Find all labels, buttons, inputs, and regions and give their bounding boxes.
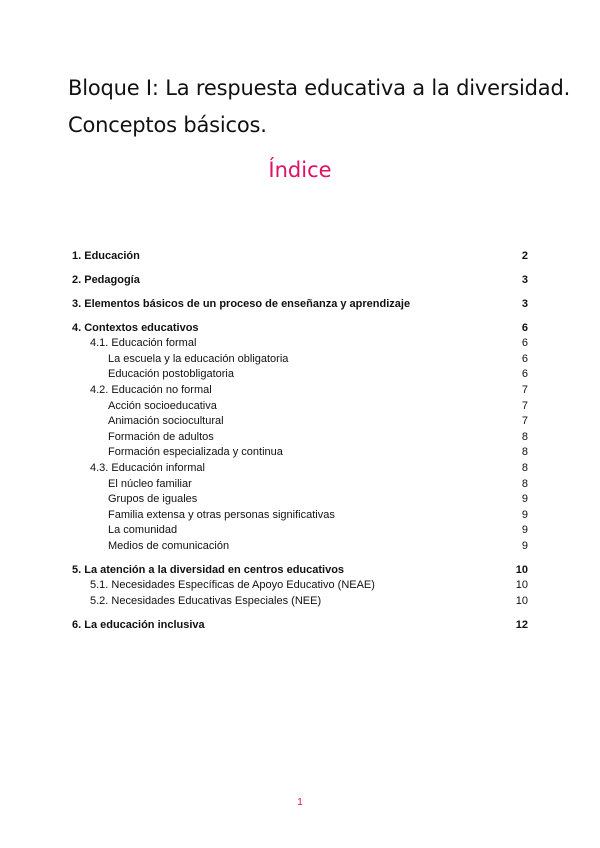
toc-entry-page: 6: [521, 368, 528, 381]
toc-entry-title: La comunidad: [108, 524, 178, 537]
toc-entry[interactable]: [72, 367, 528, 383]
toc-entry-title: 4.3. Educación informal: [90, 462, 205, 475]
toc-entry-page: 10: [515, 579, 528, 592]
toc-entry-page: 9: [521, 493, 528, 506]
toc-entry-page: 9: [521, 524, 528, 537]
toc-entry-title: 5.1. Necesidades Específicas de Apoyo Educativo (NEAE): [90, 579, 375, 592]
page-number: 1: [297, 797, 303, 808]
toc-entry[interactable]: [72, 461, 528, 477]
toc-entry-title: Medios de comunicación: [108, 539, 230, 552]
toc-entry-title: Educación postobligatoria: [108, 368, 234, 381]
document-title-line-2: Conceptos básicos.: [68, 113, 267, 137]
toc-entry-page: 7: [521, 415, 528, 428]
document-title-line-1: Bloque I: La respuesta educativa a la diversidad.: [68, 76, 571, 100]
toc-entry-page: 6: [521, 321, 528, 334]
toc-entry-title: 4. Contextos educativos: [72, 321, 199, 334]
toc-entry-title: La escuela y la educación obligatoria: [108, 352, 289, 365]
toc-entry-page: 10: [515, 595, 528, 608]
toc-entry-title: 2. Pedagogía: [72, 273, 140, 286]
toc-entry[interactable]: [72, 430, 528, 446]
toc-entry-title: 5.2. Necesidades Educativas Especiales (NEE): [90, 595, 322, 608]
toc-entry[interactable]: [72, 383, 528, 399]
toc-entry-page: 6: [521, 352, 528, 365]
toc-entry[interactable]: [72, 336, 528, 352]
toc-entry-title: Formación de adultos: [108, 430, 214, 443]
toc-entry-page: 3: [521, 273, 528, 286]
toc-entry[interactable]: [72, 414, 528, 430]
toc-entry-page: 8: [521, 446, 528, 459]
toc-entry-page: 2: [521, 250, 528, 262]
toc-entry-title: Animación sociocultural: [108, 415, 224, 428]
toc-entry[interactable]: [72, 399, 528, 415]
table-of-contents: [72, 249, 528, 634]
toc-entry-page: 10: [515, 563, 528, 576]
toc-entry-title: Formación especializada y continua: [108, 446, 283, 459]
toc-entry-page: 7: [521, 399, 528, 412]
toc-entry[interactable]: [72, 539, 528, 555]
toc-entry-title: 1. Educación: [72, 250, 140, 262]
toc-entry-page: 3: [521, 297, 528, 310]
toc-entry[interactable]: [72, 563, 528, 579]
toc-entry[interactable]: [72, 508, 528, 524]
toc-entry-page: 8: [521, 477, 528, 490]
toc-entry[interactable]: [72, 578, 528, 594]
toc-entry[interactable]: [72, 594, 528, 610]
toc-entry[interactable]: [72, 249, 528, 265]
toc-entry-page: 8: [521, 462, 528, 475]
toc-entry-title: 5. La atención a la diversidad en centros educativos: [72, 563, 345, 576]
toc-entry-title: El núcleo familiar: [108, 477, 192, 490]
toc-entry[interactable]: [72, 273, 528, 289]
toc-entry-page: 7: [521, 384, 528, 397]
toc-entry-title: 4.1. Educación formal: [90, 337, 197, 350]
toc-entry[interactable]: [72, 477, 528, 493]
toc-entry[interactable]: [72, 618, 528, 634]
toc-entry-title: Grupos de iguales: [108, 493, 198, 506]
document-title: [68, 70, 571, 144]
toc-entry-page: 8: [521, 430, 528, 443]
toc-entry[interactable]: [72, 352, 528, 368]
toc-entry-page: 9: [521, 539, 528, 552]
toc-entry-title: 4.2. Educación no formal: [90, 384, 212, 397]
index-heading: Índice: [268, 158, 332, 182]
toc-entry[interactable]: [72, 492, 528, 508]
toc-entry[interactable]: [72, 321, 528, 337]
toc-entry-title: Acción socioeducativa: [108, 399, 217, 412]
toc-entry-page: 6: [521, 337, 528, 350]
toc-entry-title: 6. La educación inclusiva: [72, 618, 205, 631]
toc-entry-page: 9: [521, 508, 528, 521]
toc-entry-title: 3. Elementos básicos de un proceso de enseñanza y aprendizaje: [72, 297, 411, 310]
toc-entry-page: 12: [515, 618, 528, 631]
toc-entry[interactable]: [72, 523, 528, 539]
toc-entry-title: Familia extensa y otras personas significativas: [108, 508, 335, 521]
toc-entry[interactable]: [72, 445, 528, 461]
toc-entry[interactable]: [72, 297, 528, 313]
